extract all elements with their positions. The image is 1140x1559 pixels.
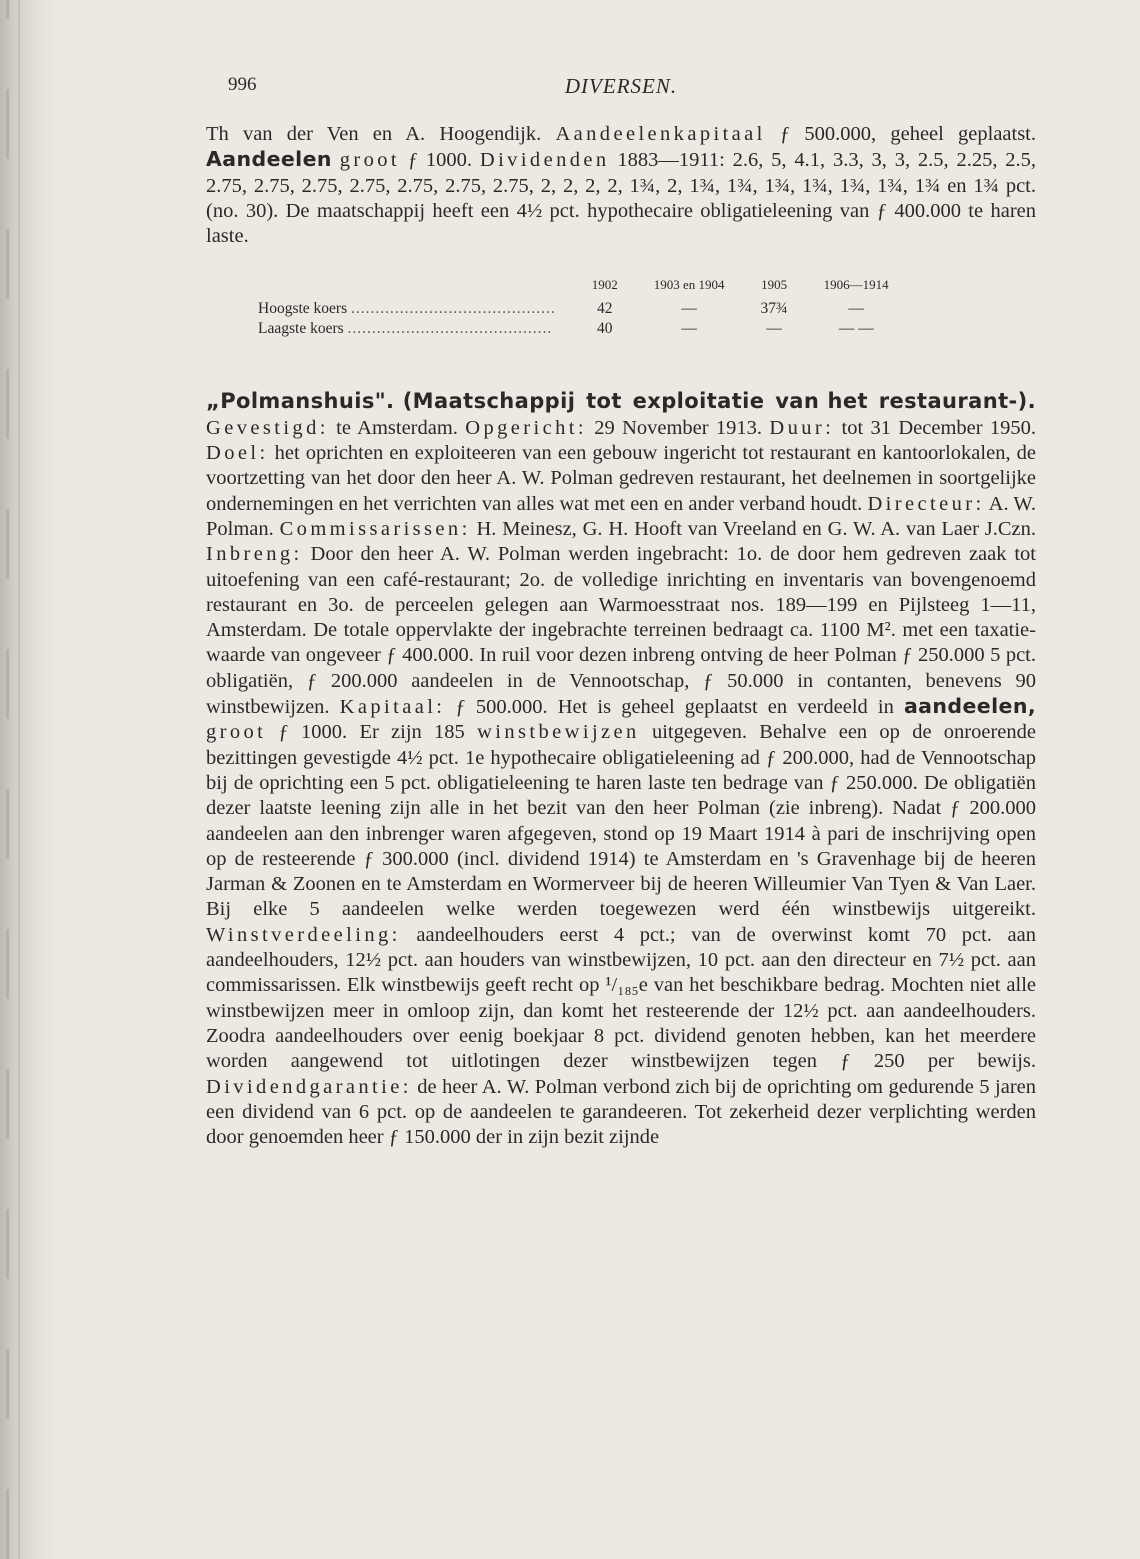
page-number: 996 — [228, 74, 257, 95]
entry-paragraph — [206, 389, 1036, 1150]
koers-cell: 40 — [597, 320, 613, 338]
koers-header-blank — [258, 277, 574, 299]
entry-name: „Polmanshuis". — [206, 389, 395, 414]
value-opgericht: 29 November 1913. — [594, 416, 763, 439]
koers-col-1903-1904: 1903 en 1904 — [653, 277, 725, 293]
label-gevestigd: Gevestigd: — [206, 416, 329, 439]
value-dividendgarantie: de heer A. W. Polman verbond zich bij de oprichting om gedurende 5 jaren een dividend van 6 pct. op de aandeelen te garandeeren. Tot zekerheid dezer verplichting werden door genoemden heer ƒ 150.000 der in zijn bezit zijnde — [206, 1075, 1036, 1149]
page-header — [206, 74, 1036, 108]
value-inbreng: Door den heer A. W. Polman werden ingebracht: 1o. de door hem gedreven zaak tot uitoefening van een café-restaurant; 2o. de volledige inrichting en inventaris van bovengenoemd restaurant en 3o. de perceelen gelegen aan Warmoesstraat nos. 189—199 en Pijlsteeg 1—11, Amsterdam. De totale oppervlakte der ingebrachte terreinen bedraagt ca. 1100 M². met een taxatie-waarde van ongeveer ƒ 400.000. In ruil voor dezen inbreng ontving de heer Polman ƒ 250.000 5 pct. obligatiën, ƒ 200.000 aandeelen in de Vennootschap, ƒ 50.000 in contanten, benevens 90 winstbewijzen. — [206, 543, 1036, 719]
label-dividendgarantie: Dividendgarantie: — [206, 1075, 412, 1098]
koers-cell: — — [681, 300, 697, 318]
koers-cell: — — — [838, 320, 874, 338]
value-duur: tot 31 December 1950. — [841, 416, 1037, 439]
running-title: DIVERSEN. — [564, 74, 678, 98]
koers-row-label: Hoogste koers .......................................... — [258, 300, 556, 318]
label-groot: groot — [339, 149, 401, 172]
value-winstverdeeling: aandeelhouders eerst 4 pct.; van de overwinst komt 70 pct. aan aandeelhouders, 12½ pct. aan houders van winstbewijzen, 10 pct. aan den directeur en 7½ pct. aan commissarissen. Elk winstbewijs geeft recht op ¹/₁₈₅e van het beschikbare bedrag. Mochten niet alle winstbewijzen meer in omloop zijn, dan komt het resteerende der 12½ pct. aan aandeelhouders. Zoodra aandeelhouders over eenig boekjaar 8 pct. dividend genoten hebben, kan het meerdere worden aangewend tot uitlotingen dezer winstbewijzen tegen ƒ 250 per bewijs. — [206, 923, 1036, 1073]
koers-table — [258, 277, 907, 339]
value-kapitaal: ƒ 500.000. Het is geheel geplaatst en verdeeld in — [455, 696, 894, 719]
label-opgericht: Opgericht: — [465, 416, 587, 439]
koers-cell: 37¾ — [760, 300, 788, 318]
section-gap — [206, 339, 1036, 389]
koers-cell: 42 — [597, 300, 613, 318]
label-winstbewijzen: winstbewijzen — [477, 721, 640, 744]
table-row — [258, 319, 907, 339]
label-aandeelen: Aandeelen — [206, 147, 332, 172]
label-kapitaal: Kapitaal: — [339, 696, 446, 719]
intro-dividends: 1883—1911: 2.6, 5, 4.1, 3.3, 3, 3, 2.5, 2.25, 2.5, 2.75, 2.75, 2.75, 2.75, 2.75, 2.75, 2.75, 2, 2, 2, 2, 1¾, 2, 1¾, 1¾, 1¾, 1¾, 1¾, 1¾, 1¾ en 1¾ pct. (no. 30). De maatschappij heeft een 4½ pct. hypothecaire obligatieleening van ƒ 400.000 te haren laste. — [206, 149, 1037, 248]
value-doel: het oprichten en exploiteeren van een gebouw ingericht tot restaurant en kantoorlokalen, de voortzetting van het door den heer A. W. Polman gedreven restaurant, het deelnemen in soortgelijke ondernemingen en het verrichten van alles wat met een en ander verband houdt. — [206, 442, 1037, 515]
koers-cell: — — [681, 320, 697, 338]
label-aandeelenkapitaal: Aandeelenkapitaal — [555, 123, 766, 145]
label-doel: Doel: — [206, 442, 269, 465]
value-groot: ƒ 1000. Er zijn 185 — [278, 721, 465, 744]
intro-paragraph — [206, 122, 1036, 249]
label-commissarissen: Commissarissen: — [279, 517, 471, 540]
label-winstverdeeling: Winstverdeeling: — [206, 923, 401, 946]
intro-capital: ƒ 500.000, geheel geplaatst. — [779, 123, 1037, 145]
entry-subtitle-2: het restaurant-). — [827, 389, 1037, 414]
label-aandeelen-bold: aandeelen, — [903, 694, 1037, 719]
intro-founders: Th van der Ven en A. Hoogendijk. — [206, 123, 542, 145]
label-groot: groot — [206, 721, 267, 744]
koers-col-1905: 1905 — [761, 277, 788, 293]
koers-cell: — — [848, 300, 864, 318]
entry-subtitle-1: (Maatschappij tot exploitatie van — [402, 389, 820, 414]
koers-col-1902: 1902 — [591, 277, 618, 293]
value-gevestigd: te Amsterdam. — [336, 416, 458, 439]
koers-row-label: Laagste koers .......................................... — [258, 320, 553, 338]
intro-share-value: ƒ 1000. — [407, 149, 473, 172]
koers-header-row — [258, 277, 907, 299]
value-commissarissen: H. Meinesz, G. H. Hooft van Vreeland en G. W. A. van Laer J.Czn. — [476, 517, 1036, 540]
table-row — [258, 299, 907, 319]
label-duur: Duur: — [769, 416, 835, 439]
value-winstbewijzen: uitgegeven. Behalve een op de onroerende bezittingen gevestigde 4½ pct. 1e hypothecaire obligatieleening ad ƒ 200.000, had de Vennootschap bij de oprichting een 5 pct. obligatieleening te haren laste ten bedrage van ƒ 250.000. De obligatiën dezer laatste leening zijn alle in het bezit van den heer Polman (zie inbreng). Nadat ƒ 200.000 aandeelen aan den inbrenger waren afgegeven, stond op 19 Maart 1914 à pari de inschrijving open op de resteerende ƒ 300.000 (incl. dividend 1914) te Amsterdam en 's Gravenhage bij de heeren Jarman & Zoonen en te Amsterdam en Wormerveer bij de heeren Willeumier Van Tyen & Van Laer. Bij elke 5 aandeelen welke werden toegewezen werd één winstbewijs uitgereikt. — [206, 721, 1037, 921]
page-content — [206, 74, 1036, 1150]
label-dividenden: Dividenden — [479, 149, 610, 172]
label-directeur: Directeur: — [867, 492, 985, 515]
book-gutter — [0, 0, 60, 1559]
koers-cell: — — [766, 320, 782, 338]
value-directeur: A. W. Polman. — [206, 492, 1037, 540]
koers-col-1906-1914: 1906—1914 — [823, 277, 889, 293]
label-inbreng: Inbreng: — [206, 543, 303, 566]
